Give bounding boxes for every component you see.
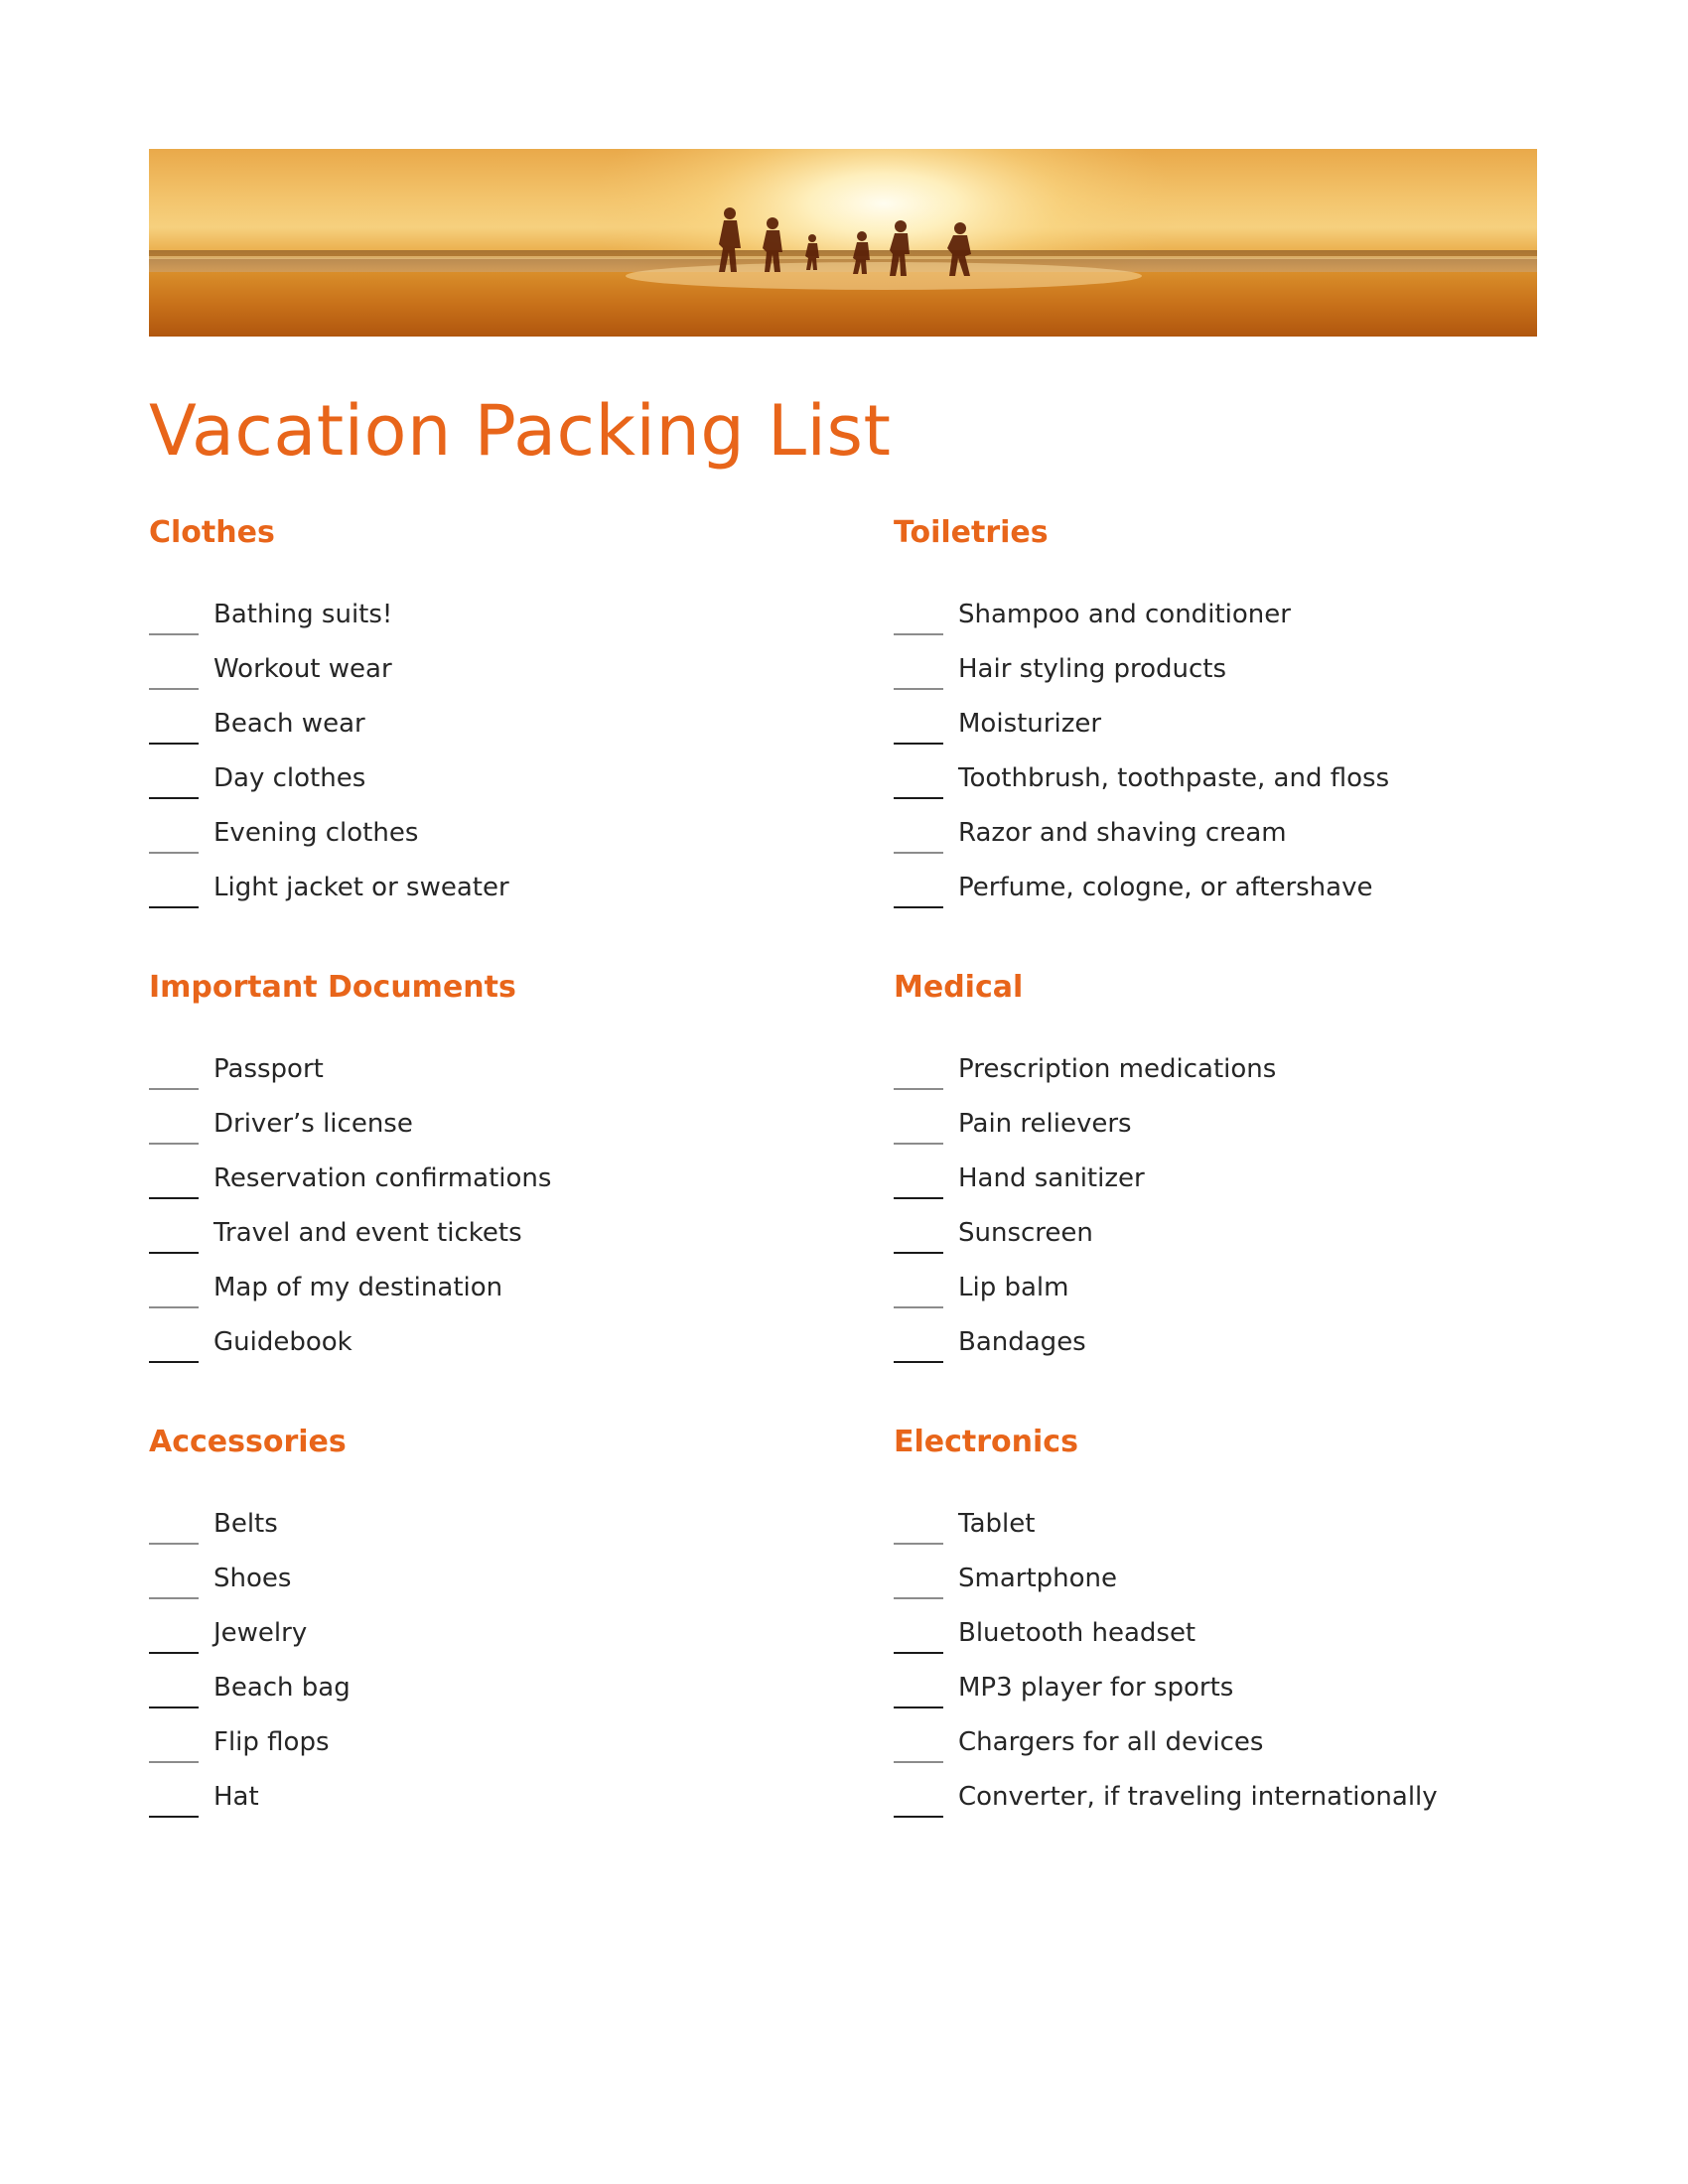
check-blank-line[interactable]	[149, 906, 199, 908]
item-label: Moisturizer	[958, 709, 1102, 739]
section-electronics	[894, 1423, 1537, 1877]
section-toiletries	[894, 513, 1537, 968]
section-title: Clothes	[149, 515, 275, 550]
check-blank-line[interactable]	[149, 797, 199, 799]
item-label: Bathing suits!	[213, 600, 393, 629]
item-label: Belts	[213, 1509, 278, 1539]
check-blank-line[interactable]	[894, 906, 943, 908]
item-label: Beach bag	[213, 1673, 351, 1703]
check-blank-line[interactable]	[149, 743, 199, 745]
page-title: Vacation Packing List	[149, 390, 892, 472]
item-label: Light jacket or sweater	[213, 873, 509, 902]
checklist-item	[149, 1314, 894, 1369]
item-label: Tablet	[958, 1509, 1036, 1539]
item-label: Bluetooth headset	[958, 1618, 1196, 1648]
checklist-item	[149, 751, 894, 805]
checklist-item	[894, 1041, 1537, 1096]
section-title: Toiletries	[894, 515, 1049, 550]
checklist-item	[894, 696, 1537, 751]
checklist-item	[149, 1605, 894, 1660]
section-important-documents	[149, 968, 894, 1423]
check-blank-line[interactable]	[894, 688, 943, 690]
checklist-item	[149, 587, 894, 641]
checklist-item	[894, 805, 1537, 860]
check-blank-line[interactable]	[894, 633, 943, 635]
checklist-item	[894, 1660, 1537, 1714]
check-blank-line[interactable]	[149, 1143, 199, 1145]
check-blank-line[interactable]	[149, 633, 199, 635]
item-label: Guidebook	[213, 1327, 352, 1357]
checklist-item	[894, 1314, 1537, 1369]
item-label: Day clothes	[213, 763, 366, 793]
banner-image	[149, 149, 1537, 337]
check-blank-line[interactable]	[894, 1306, 943, 1308]
item-label: Hand sanitizer	[958, 1163, 1145, 1193]
checklist-item	[894, 1605, 1537, 1660]
item-label: Travel and event tickets	[213, 1218, 522, 1248]
document-page	[149, 149, 1537, 1877]
check-blank-line[interactable]	[149, 1597, 199, 1599]
check-blank-line[interactable]	[149, 1652, 199, 1654]
item-label: Pain relievers	[958, 1109, 1132, 1139]
checklist-item	[149, 1151, 894, 1205]
checklist-item	[894, 641, 1537, 696]
item-label: MP3 player for sports	[958, 1673, 1234, 1703]
item-label: Hat	[213, 1782, 259, 1812]
checklist-item	[894, 1714, 1537, 1769]
check-blank-line[interactable]	[149, 852, 199, 854]
check-blank-line[interactable]	[149, 1088, 199, 1090]
item-label: Toothbrush, toothpaste, and floss	[958, 763, 1390, 793]
beach-sunset-photo	[149, 149, 1537, 337]
section-clothes	[149, 513, 894, 968]
checklist	[894, 1041, 1537, 1369]
item-label: Sunscreen	[958, 1218, 1093, 1248]
checklist-item	[149, 1551, 894, 1605]
checklist-item	[149, 1496, 894, 1551]
item-label: Perfume, cologne, or aftershave	[958, 873, 1373, 902]
check-blank-line[interactable]	[149, 1816, 199, 1818]
checklist-item	[894, 1151, 1537, 1205]
check-blank-line[interactable]	[149, 1543, 199, 1545]
checklist-item	[149, 696, 894, 751]
checklist-item	[149, 641, 894, 696]
checklist-item	[149, 860, 894, 914]
checklist-item	[894, 587, 1537, 641]
item-label: Lip balm	[958, 1273, 1069, 1302]
item-label: Prescription medications	[958, 1054, 1277, 1084]
check-blank-line[interactable]	[149, 1197, 199, 1199]
item-label: Bandages	[958, 1327, 1086, 1357]
checklist-item	[894, 751, 1537, 805]
checklist-item	[894, 1769, 1537, 1824]
checklist-item	[894, 1496, 1537, 1551]
check-blank-line[interactable]	[894, 1543, 943, 1545]
checklist-item	[149, 805, 894, 860]
check-blank-line[interactable]	[894, 1197, 943, 1199]
section-title: Electronics	[894, 1425, 1078, 1459]
check-blank-line[interactable]	[149, 1306, 199, 1308]
item-label: Reservation confirmations	[213, 1163, 552, 1193]
check-blank-line[interactable]	[149, 688, 199, 690]
check-blank-line[interactable]	[149, 1706, 199, 1708]
section-title: Important Documents	[149, 970, 516, 1005]
checklist-item	[894, 1205, 1537, 1260]
item-label: Evening clothes	[213, 818, 419, 848]
check-blank-line[interactable]	[894, 1143, 943, 1145]
item-label: Flip flops	[213, 1727, 330, 1757]
item-label: Workout wear	[213, 654, 392, 684]
checklist-item	[894, 1096, 1537, 1151]
check-blank-line[interactable]	[894, 743, 943, 745]
packing-sections	[149, 513, 1537, 1877]
section-accessories	[149, 1423, 894, 1877]
check-blank-line[interactable]	[894, 1652, 943, 1654]
checklist-item	[149, 1714, 894, 1769]
check-blank-line[interactable]	[894, 1706, 943, 1708]
checklist-item	[149, 1769, 894, 1824]
item-label: Chargers for all devices	[958, 1727, 1264, 1757]
item-label: Beach wear	[213, 709, 365, 739]
check-blank-line[interactable]	[894, 1361, 943, 1363]
item-label: Converter, if traveling internationally	[958, 1782, 1438, 1812]
checklist	[149, 587, 894, 914]
checklist-item	[149, 1260, 894, 1314]
section-title: Accessories	[149, 1425, 347, 1459]
checklist-item	[149, 1041, 894, 1096]
item-label: Passport	[213, 1054, 324, 1084]
check-blank-line[interactable]	[894, 1816, 943, 1818]
check-blank-line[interactable]	[149, 1361, 199, 1363]
check-blank-line[interactable]	[894, 1252, 943, 1254]
item-label: Map of my destination	[213, 1273, 503, 1302]
checklist-item	[149, 1660, 894, 1714]
check-blank-line[interactable]	[149, 1761, 199, 1763]
check-blank-line[interactable]	[149, 1252, 199, 1254]
checklist	[149, 1496, 894, 1824]
checklist-item	[894, 1551, 1537, 1605]
checklist	[894, 587, 1537, 914]
item-label: Smartphone	[958, 1564, 1118, 1593]
check-blank-line[interactable]	[894, 852, 943, 854]
item-label: Driver’s license	[213, 1109, 413, 1139]
item-label: Shoes	[213, 1564, 292, 1593]
item-label: Jewelry	[213, 1618, 308, 1648]
section-title: Medical	[894, 970, 1024, 1005]
checklist-item	[894, 860, 1537, 914]
item-label: Shampoo and conditioner	[958, 600, 1291, 629]
item-label: Hair styling products	[958, 654, 1227, 684]
item-label: Razor and shaving cream	[958, 818, 1287, 848]
check-blank-line[interactable]	[894, 797, 943, 799]
check-blank-line[interactable]	[894, 1761, 943, 1763]
checklist-item	[894, 1260, 1537, 1314]
checklist-item	[149, 1096, 894, 1151]
check-blank-line[interactable]	[894, 1597, 943, 1599]
checklist	[894, 1496, 1537, 1824]
section-medical	[894, 968, 1537, 1423]
checklist-item	[149, 1205, 894, 1260]
checklist	[149, 1041, 894, 1369]
check-blank-line[interactable]	[894, 1088, 943, 1090]
